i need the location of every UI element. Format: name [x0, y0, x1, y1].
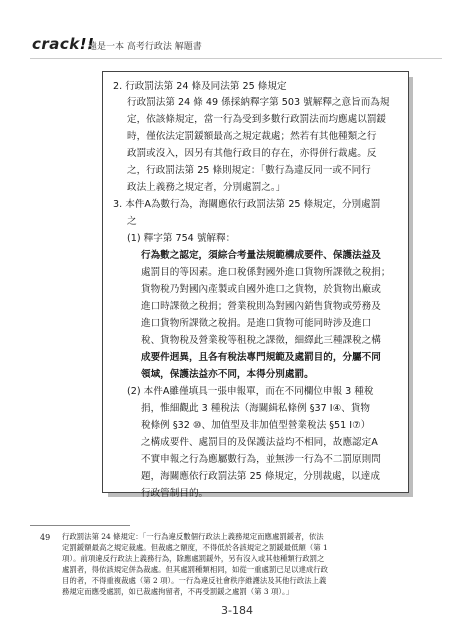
- quote-line: 處罰目的等因素。進口稅係對國外進口貨物所課徵之稅捐；: [141, 267, 391, 278]
- quote-line: 進口時課徵之稅捐；營業稅則為對國內銷售貨物或勞務及: [141, 301, 381, 312]
- quote-line: 領域，保護法益亦不同，本得分別處罰。: [141, 369, 314, 380]
- body-line: 捐，惟細觀此 3 種稅法（海關緝私條例 §37 Ⅰ④、貨物: [141, 403, 371, 414]
- body-line: 之: [127, 216, 137, 227]
- section-3-heading: 3. 本件A為數行為，海關應依行政罰法第 25 條規定，分別處罰: [113, 199, 381, 210]
- body-line: 之構成要件、處罰目的及保護法益均不相同，故應認定A: [141, 437, 378, 448]
- section-2-heading: 2. 行政罰法第 24 條及同法第 25 條規定: [113, 81, 287, 92]
- page-header: [0, 0, 474, 62]
- body-line: 不實申報之行為應屬數行為，並無涉一行為不二罰原則問: [141, 454, 381, 465]
- footnote-line: 目的者，不得重複裁處（第 2 項）。一行為違反社會秩序維護法及其他行政法上義: [62, 576, 327, 585]
- quote-line: 貨物稅乃對國內產製或自國外進口之貨物，於貨物出廠或: [141, 284, 381, 295]
- header-divider: [30, 58, 442, 59]
- footnote-line: 項）。前項違反行政法上義務行為，除應處罰鍰外，另有沒入或其他種類行政罰之: [62, 554, 325, 563]
- quote-line: 成要件迥異，且各有稅法專門規範及處罰目的，分屬不同: [141, 352, 381, 363]
- subsection-1-heading: (1) 釋字第 754 號解釋：: [127, 233, 236, 244]
- footnote-line: 定罰鍰額最高之規定裁處。但裁處之額度，不得低於各該規定之罰鍰最低額（第 1: [62, 543, 328, 552]
- logo-text: crack: [32, 35, 80, 53]
- footnote-divider: [30, 525, 130, 526]
- subsection-2-line: (2) 本件A雖僅填具一張申報單，而在不同欄位申報 3 種稅: [127, 386, 374, 397]
- body-line: 定，依該條規定，當一行為受到多數行政罰法而均應處以罰鍰: [127, 114, 387, 125]
- body-line: 時，僅依法定罰鍰額最高之規定裁處；然若有其他種類之行: [127, 131, 377, 142]
- footnote-line: 行政罰法第 24 條規定：「一行為違反數個行政法上義務規定而應處罰鍰者，依法: [62, 532, 324, 541]
- footnote-number: 49: [40, 533, 51, 542]
- body-line: 稅條例 §32 ⑩、加值型及非加值型營業稅法 §51 Ⅰ⑦）: [141, 420, 371, 431]
- footnote-line: 處罰者，得依該規定併為裁處。但其處罰種類相同，如從一重處罰已足以達成行政: [62, 565, 329, 574]
- body-line: 行政罰法第 24 條 49 係採納釋字第 503 號解釋之意旨而為規: [127, 97, 390, 108]
- crack-logo: [32, 35, 94, 53]
- body-line: 政罰或沒入，因另有其他行政目的存在，亦得併行裁處。反: [127, 148, 377, 159]
- body-line: 行政管制目的。: [141, 488, 209, 499]
- body-line: 政法上義務之規定者，分別處罰之。」: [127, 182, 286, 193]
- series-title: 遠是一本 高考行政法 解題書: [88, 42, 202, 52]
- logo-mark: !!: [79, 35, 95, 53]
- quote-line: 行為數之認定，須綜合考量法規範構成要件、保護法益及: [141, 250, 381, 261]
- body-line: 之，行政罰法第 25 條則規定：「數行為違反同一或不同行: [127, 165, 371, 176]
- footnote-line: 務規定而應受處罰，如已裁處拘留者，不再受罰鍰之處罰（第 3 項）。」: [62, 587, 294, 596]
- quote-line: 進口貨物所課徵之稅捐。是進口貨物可能同時涉及進口: [141, 318, 372, 329]
- page-number: 3-184: [221, 604, 253, 617]
- body-line: 題，海關應依行政罰法第 25 條規定，分別裁處，以達成: [141, 471, 380, 482]
- quote-line: 稅、貨物稅及營業稅等租稅之課徵，細繹此三種課稅之構: [141, 335, 381, 346]
